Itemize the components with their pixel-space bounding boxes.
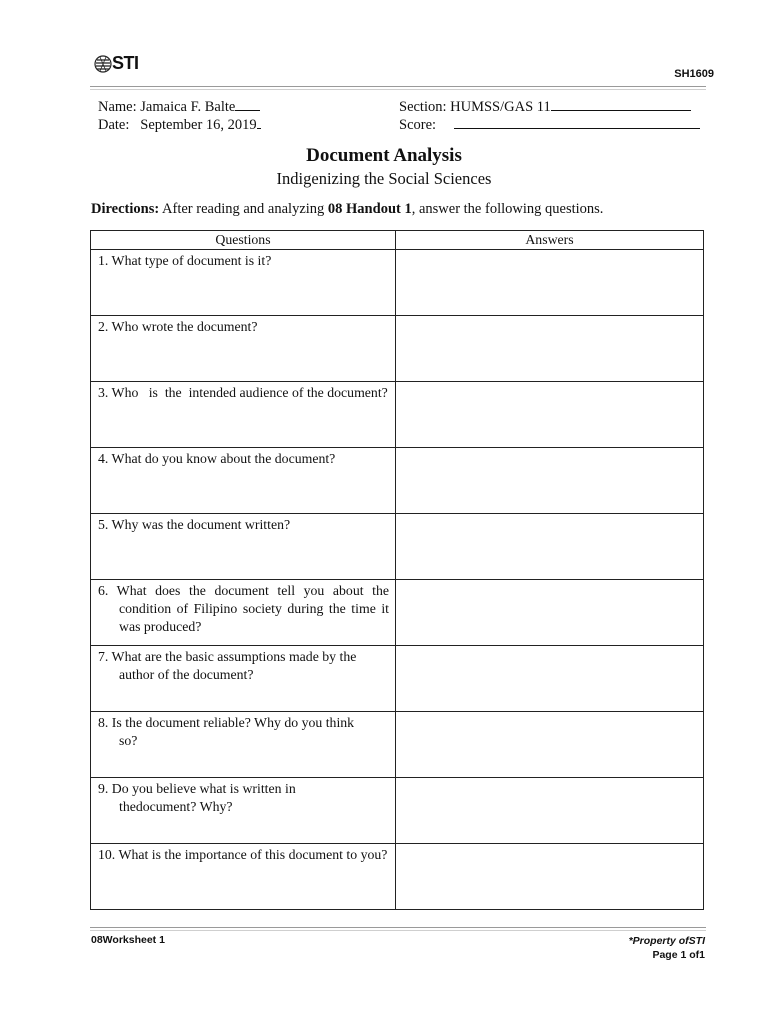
question-cell [91,250,396,316]
question-text: 8. Is the document reliable? Why do you think so? [98,715,355,748]
directions [91,201,603,218]
answer-cell[interactable] [396,316,704,382]
footer-page-number: Page 1 of1 [652,949,705,961]
name-underline [235,96,260,111]
directions-handout: 08 Handout 1 [327,201,412,217]
table-row [91,712,704,778]
date-label: Date: [98,117,130,133]
question-text: 9. Do you believe what is written in thedocument? Why? [98,781,296,814]
question-text: 4. What do you know about the document? [98,451,336,466]
questions-table [90,230,704,910]
question-text: 1. What type of document is it? [98,253,272,268]
footer-divider [90,927,706,928]
name-value: Jamaica F. Balte [140,99,236,115]
question-cell [91,646,396,712]
logo-text: STI [112,53,139,73]
questions-header: Questions [91,231,396,250]
question-cell [91,382,396,448]
name-label: Name: [98,99,137,115]
section-value: HUMSS/GAS 11 [450,99,551,115]
table-row [91,778,704,844]
table-row [91,316,704,382]
answer-cell[interactable] [396,580,704,646]
question-cell [91,448,396,514]
question-text: 7. What are the basic assumptions made by the author of the document? [98,649,357,682]
question-cell [91,712,396,778]
question-text: 10. What is the importance of this document to you? [98,847,388,862]
footer-divider-secondary [90,930,706,931]
directions-text-end: , answer the following questions. [411,201,604,217]
section-label: Section: [399,99,447,115]
directions-text: After reading and analyzing [162,201,325,217]
table-row [91,844,704,910]
footer-right [629,934,705,962]
answer-cell[interactable] [396,382,704,448]
date-value: September 16, 2019 [140,117,257,133]
score-underline [454,114,700,129]
answer-cell[interactable] [396,712,704,778]
question-text: 6. What does the document tell you about the condition of Filipino society during the time it was produced? [98,583,389,634]
footer-property: *Property ofSTI [628,935,705,947]
question-cell [91,580,396,646]
answer-cell[interactable] [396,514,704,580]
section-field [399,96,691,116]
table-row [91,580,704,646]
table-row [91,514,704,580]
page-title: Document Analysis [306,145,462,166]
question-text: 3. Who is the intended audience of the document? [98,385,388,400]
answer-cell[interactable] [396,844,704,910]
date-field [98,114,261,134]
question-cell [91,844,396,910]
page-subtitle: Indigenizing the Social Sciences [276,169,492,188]
answer-cell[interactable] [396,646,704,712]
question-text: 2. Who wrote the document? [98,319,258,334]
answer-cell[interactable] [396,778,704,844]
table-row [91,448,704,514]
table-row [91,646,704,712]
score-field [399,114,700,134]
name-field [98,96,260,116]
answers-header: Answers [396,231,704,250]
question-cell [91,514,396,580]
table-header-row [91,231,704,250]
header-divider-secondary [90,89,706,90]
question-text: 5. Why was the document written? [98,517,291,532]
score-label: Score: [399,117,437,133]
question-cell [91,316,396,382]
footer-worksheet-label: 08Worksheet 1 [91,934,165,946]
table-row [91,250,704,316]
section-underline [551,96,691,111]
answer-cell[interactable] [396,250,704,316]
directions-label: Directions: [91,201,160,217]
table-row [91,382,704,448]
header-divider [90,86,706,87]
question-cell [91,778,396,844]
answer-cell[interactable] [396,448,704,514]
document-code: SH1609 [674,68,714,80]
date-underline [257,114,261,129]
